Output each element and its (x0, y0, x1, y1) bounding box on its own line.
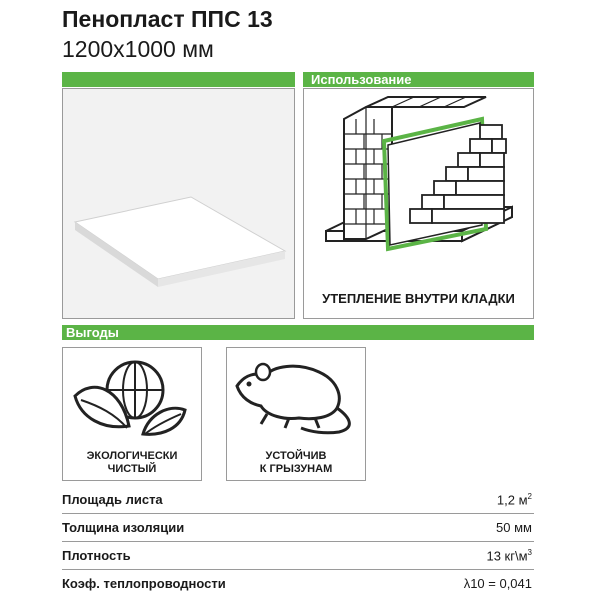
spec-row-area (62, 486, 534, 514)
section-bar-left (62, 72, 295, 87)
spec-value: 1,2 $м^2$ (496, 492, 532, 508)
benefit-eco-label-1: ЭКОЛОГИЧЕСКИ (86, 450, 178, 462)
spec-name: Толщина изоляции (62, 520, 185, 535)
product-title: Пенопласт ППС 13 (62, 6, 273, 32)
usage-section-label: Использование (311, 72, 412, 87)
spec-value: 13 $кг\backslash м^3$ (486, 548, 532, 564)
usage-panel (303, 88, 534, 319)
benefits-section-label: Выгоды (66, 325, 119, 340)
spec-value: 50 мм (496, 520, 532, 535)
spec-row-density (62, 542, 534, 570)
benefits-section-bar (62, 325, 534, 340)
spec-name: Коэф. теплопроводности (62, 576, 226, 591)
foam-board-image (63, 89, 294, 318)
benefit-eco-label-2: ЧИСТЫЙ (107, 463, 157, 475)
benefit-rodent-tile (226, 347, 366, 481)
benefit-rodent-label-1: УСТОЙЧИВ (265, 450, 327, 462)
eco-globe-leaf-icon (63, 348, 201, 438)
spec-name: Плотность (62, 548, 131, 563)
product-dimensions: 1200x1000 мм (62, 36, 214, 62)
usage-caption: УТЕПЛЕНИЕ ВНУТРИ КЛАДКИ (322, 291, 515, 306)
benefit-rodent-label-2: К ГРЫЗУНАМ (259, 463, 333, 475)
product-image-panel (62, 88, 295, 319)
wall-insulation-illustration (304, 89, 533, 279)
spec-name: Площадь листа (62, 492, 163, 507)
spec-value: λ10 = 0,041 (463, 576, 532, 591)
rat-icon (227, 348, 365, 438)
spec-row-conductivity (62, 570, 534, 598)
spec-row-thickness (62, 514, 534, 542)
benefit-eco-tile (62, 347, 202, 481)
